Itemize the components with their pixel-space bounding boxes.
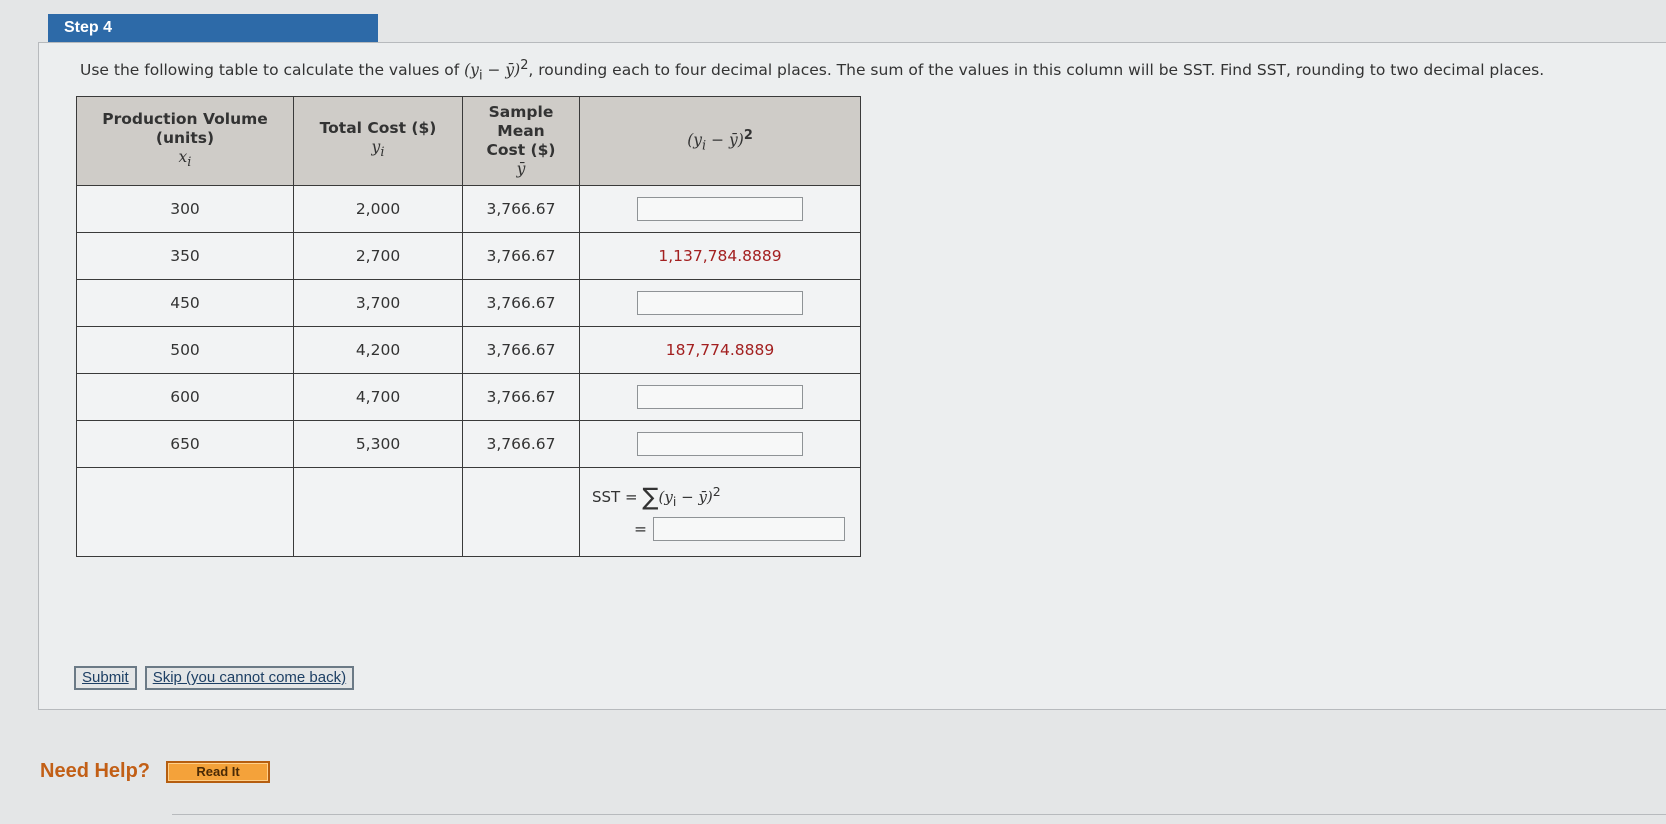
total-cost-cell: 2,700: [294, 233, 463, 280]
production-volume-cell: 300: [77, 186, 294, 233]
squared-deviation-cell: [580, 421, 861, 468]
total-cost-cell: 3,700: [294, 280, 463, 327]
total-cost-cell: 5,300: [294, 421, 463, 468]
production-volume-cell: 600: [77, 374, 294, 421]
table-row: [77, 233, 861, 280]
step-title: Step 4: [48, 14, 378, 42]
empty-cell: [463, 468, 580, 557]
table-row: [77, 374, 861, 421]
instructions-text: Use the following table to calculate the values of ($y_i$ − ȳ)$^2$, rounding each to four decimal places. The sum of the values in this column will be SST. Find SST, rounding to two decimal places.: [80, 58, 1545, 84]
skip-button[interactable]: Skip (you cannot come back): [145, 666, 354, 690]
sst-formula: SST = $\sum(y_i$ − ȳ)$^2$: [592, 483, 721, 511]
squared-deviation-input-row-5[interactable]: [637, 385, 803, 409]
need-help-label: Need Help?: [40, 760, 151, 782]
production-volume-cell: 650: [77, 421, 294, 468]
sample-mean-cell: 3,766.67: [463, 374, 580, 421]
squared-deviation-cell: [580, 186, 861, 233]
table-row: [77, 280, 861, 327]
sigma-icon: ∑: [642, 483, 659, 511]
squared-deviation-input-row-3[interactable]: [637, 291, 803, 315]
sample-mean-cell: 3,766.67: [463, 327, 580, 374]
sst-row: [77, 468, 861, 557]
calculation-table: [76, 96, 861, 557]
read-it-button[interactable]: Read It: [166, 761, 270, 783]
help-section: [40, 760, 270, 783]
production-volume-cell: 350: [77, 233, 294, 280]
header-production-volume: Production Volume (units) $x_i$: [77, 97, 294, 186]
header-sample-mean-cost: Sample Mean Cost ($) ȳ: [463, 97, 580, 186]
squared-deviation-cell: [580, 374, 861, 421]
production-volume-cell: 450: [77, 280, 294, 327]
production-volume-cell: 500: [77, 327, 294, 374]
table-row: [77, 186, 861, 233]
empty-cell: [77, 468, 294, 557]
empty-cell: [294, 468, 463, 557]
squared-deviation-cell: [580, 280, 861, 327]
sst-input[interactable]: [653, 517, 845, 541]
sample-mean-cell: 3,766.67: [463, 421, 580, 468]
total-cost-cell: 2,000: [294, 186, 463, 233]
table-row: [77, 327, 861, 374]
squared-deviation-value: 1,137,784.8889: [580, 233, 861, 280]
total-cost-cell: 4,700: [294, 374, 463, 421]
divider: [172, 814, 1666, 815]
total-cost-cell: 4,200: [294, 327, 463, 374]
table-row: [77, 421, 861, 468]
sample-mean-cell: 3,766.67: [463, 233, 580, 280]
sample-mean-cell: 3,766.67: [463, 280, 580, 327]
submit-button[interactable]: Submit: [74, 666, 137, 690]
squared-deviation-value: 187,774.8889: [580, 327, 861, 374]
sample-mean-cell: 3,766.67: [463, 186, 580, 233]
squared-deviation-input-row-6[interactable]: [637, 432, 803, 456]
action-buttons: [74, 666, 354, 690]
squared-deviation-input-row-1[interactable]: [637, 197, 803, 221]
sst-formula-cell: SST = $\sum(y_i$ − ȳ)$^2$ =: [580, 468, 861, 557]
header-total-cost: Total Cost ($) $y_i$: [294, 97, 463, 186]
header-squared-deviation: ($y_i$ − ȳ)$^2$: [580, 97, 861, 186]
